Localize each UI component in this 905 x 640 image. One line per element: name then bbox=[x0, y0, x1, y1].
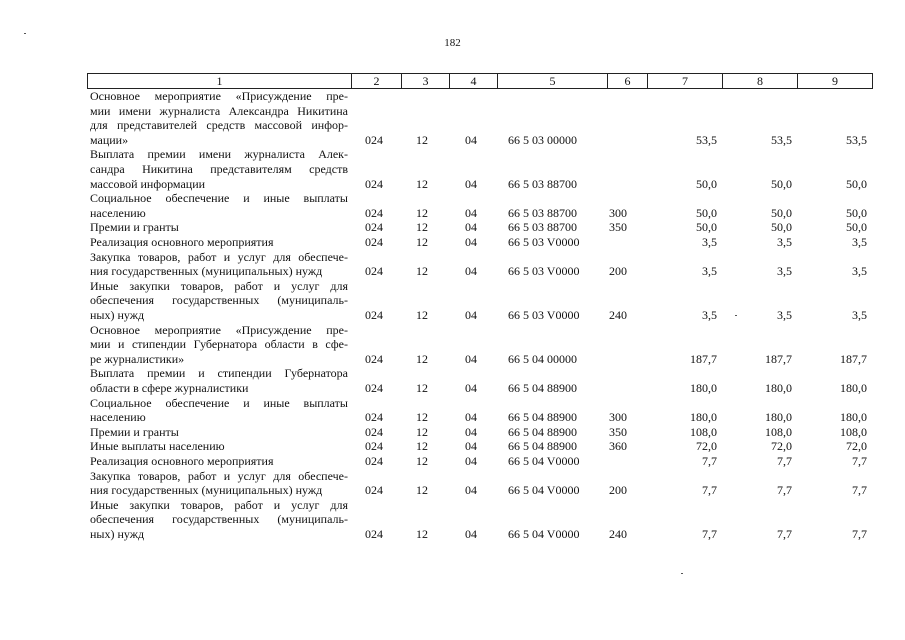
cell-col-2: 024 bbox=[365, 439, 383, 454]
row-description bbox=[90, 439, 348, 454]
table-header bbox=[87, 73, 873, 89]
row-description-line: обеспечения государственных (муниципаль- bbox=[90, 512, 348, 527]
cell-col-7: 3,5 bbox=[702, 308, 717, 322]
cell-col-8: 7,7 bbox=[777, 527, 792, 541]
cell-col-5: 66 5 03 V0000 bbox=[508, 264, 580, 279]
cell-col-8: 3,5 bbox=[777, 264, 792, 279]
row-description-line: Закупка товаров, работ и услуг для обеспече- bbox=[90, 249, 348, 264]
cell-col-9: 7,7 bbox=[852, 527, 867, 541]
cell-col-6: 360 bbox=[609, 439, 627, 454]
table-row bbox=[0, 250, 905, 279]
cell-col-4: 04 bbox=[465, 264, 477, 279]
header-col-4: 4 bbox=[449, 74, 497, 88]
cell-col-2: 024 bbox=[365, 264, 383, 279]
cell-col-7: 180,0 bbox=[690, 380, 717, 395]
cell-col-9: 50,0 bbox=[846, 176, 867, 191]
cell-col-2: 024 bbox=[365, 410, 383, 425]
row-description-line: Иные закупки товаров, работ и услуг для bbox=[90, 278, 348, 293]
cell-col-9: 7,7 bbox=[852, 454, 867, 468]
cell-col-2: 024 bbox=[365, 308, 383, 322]
row-description-line: области в сфере журналистики bbox=[90, 380, 249, 395]
header-col-6: 6 bbox=[607, 74, 647, 88]
row-description bbox=[90, 366, 348, 395]
cell-col-9: 7,7 bbox=[852, 483, 867, 498]
cell-col-7: 50,0 bbox=[696, 176, 717, 191]
row-description-line: Основное мероприятие «Присуждение пре- bbox=[90, 322, 348, 337]
row-description-line: Закупка товаров, работ и услуг для обеспече- bbox=[90, 468, 348, 483]
cell-col-3: 12 bbox=[416, 410, 428, 425]
row-description-line: ре журналистики» bbox=[90, 351, 185, 366]
row-description bbox=[90, 89, 348, 147]
row-description-line: Социальное обеспечение и иные выплаты bbox=[90, 191, 348, 206]
cell-col-2: 024 bbox=[365, 424, 383, 439]
cell-col-9: 3,5 bbox=[852, 264, 867, 279]
row-description-line: Иные закупки товаров, работ и услуг для bbox=[90, 497, 348, 512]
row-description bbox=[90, 396, 348, 425]
table-row bbox=[0, 235, 905, 250]
cell-col-9: 50,0 bbox=[846, 220, 867, 235]
row-description-line: Основное мероприятие «Присуждение пре- bbox=[90, 89, 348, 103]
table-row bbox=[0, 498, 905, 542]
cell-col-4: 04 bbox=[465, 410, 477, 425]
cell-col-4: 04 bbox=[465, 176, 477, 191]
row-description-line: Реализация основного мероприятия bbox=[90, 235, 274, 249]
cell-col-4: 04 bbox=[465, 351, 477, 366]
row-description-line: для представителей средств массовой инфор- bbox=[90, 118, 348, 133]
row-description bbox=[90, 425, 348, 440]
row-description-line: обеспечения государственных (муниципаль- bbox=[90, 293, 348, 308]
table-row bbox=[0, 89, 905, 147]
cell-col-3: 12 bbox=[416, 380, 428, 395]
cell-col-9: 3,5 bbox=[852, 308, 867, 322]
cell-col-3: 12 bbox=[416, 235, 428, 249]
row-description bbox=[90, 235, 348, 250]
header-col-1: 1 bbox=[216, 74, 223, 88]
cell-col-2: 024 bbox=[365, 235, 383, 249]
cell-col-7: 108,0 bbox=[690, 424, 717, 439]
cell-col-4: 04 bbox=[465, 220, 477, 235]
table-row bbox=[0, 323, 905, 367]
cell-col-6: 300 bbox=[609, 205, 627, 220]
cell-col-2: 024 bbox=[365, 351, 383, 366]
cell-col-8: 7,7 bbox=[777, 483, 792, 498]
cell-col-9: 108,0 bbox=[840, 424, 867, 439]
cell-col-7: 50,0 bbox=[696, 205, 717, 220]
table-row bbox=[0, 147, 905, 191]
row-description-line: ния государственных (муниципальных) нужд bbox=[90, 483, 323, 498]
cell-col-5: 66 5 03 88700 bbox=[508, 176, 577, 191]
cell-col-9: 187,7 bbox=[840, 351, 867, 366]
row-description bbox=[90, 498, 348, 542]
cell-col-8: 50,0 bbox=[771, 220, 792, 235]
cell-col-8: 50,0 bbox=[771, 205, 792, 220]
cell-col-3: 12 bbox=[416, 220, 428, 235]
header-col-7: 7 bbox=[647, 74, 722, 88]
cell-col-7: 7,7 bbox=[702, 454, 717, 468]
cell-col-7: 53,5 bbox=[696, 132, 717, 147]
cell-col-7: 3,5 bbox=[702, 264, 717, 279]
table-row bbox=[0, 439, 905, 454]
cell-col-4: 04 bbox=[465, 235, 477, 249]
cell-col-5: 66 5 03 V0000 bbox=[508, 235, 580, 249]
cell-col-3: 12 bbox=[416, 132, 428, 147]
row-description-line: Выплата премии имени журналиста Алек- bbox=[90, 147, 348, 162]
cell-col-2: 024 bbox=[365, 483, 383, 498]
cell-col-7: 7,7 bbox=[702, 527, 717, 541]
cell-col-2: 024 bbox=[365, 176, 383, 191]
cell-col-5: 66 5 04 V0000 bbox=[508, 483, 580, 498]
cell-col-8: 7,7 bbox=[777, 454, 792, 468]
header-col-5: 5 bbox=[497, 74, 607, 88]
cell-col-7: 3,5 bbox=[702, 235, 717, 249]
row-description-line: массовой информации bbox=[90, 176, 206, 191]
cell-col-3: 12 bbox=[416, 439, 428, 454]
page-number: 182 bbox=[444, 37, 461, 49]
cell-col-3: 12 bbox=[416, 205, 428, 220]
cell-col-8: 3,5 bbox=[777, 308, 792, 322]
row-description-line: мии имени журналиста Александра Никитина bbox=[90, 103, 348, 118]
cell-col-2: 024 bbox=[365, 380, 383, 395]
table-row bbox=[0, 279, 905, 323]
cell-col-3: 12 bbox=[416, 527, 428, 541]
cell-col-3: 12 bbox=[416, 483, 428, 498]
cell-col-4: 04 bbox=[465, 424, 477, 439]
cell-col-5: 66 5 03 V0000 bbox=[508, 308, 580, 322]
cell-col-5: 66 5 04 V0000 bbox=[508, 454, 580, 468]
cell-col-2: 024 bbox=[365, 527, 383, 541]
cell-col-6: 200 bbox=[609, 264, 627, 279]
row-description bbox=[90, 454, 348, 469]
cell-col-3: 12 bbox=[416, 454, 428, 468]
cell-col-2: 024 bbox=[365, 220, 383, 235]
row-description-line: Социальное обеспечение и иные выплаты bbox=[90, 395, 348, 410]
cell-col-8: 72,0 bbox=[771, 439, 792, 454]
row-description-line: ния государственных (муниципальных) нужд bbox=[90, 264, 323, 279]
cell-col-6: 240 bbox=[609, 308, 627, 322]
cell-col-2: 024 bbox=[365, 454, 383, 468]
cell-col-7: 72,0 bbox=[696, 439, 717, 454]
cell-col-3: 12 bbox=[416, 424, 428, 439]
cell-col-5: 66 5 04 88900 bbox=[508, 439, 577, 454]
row-description-line: мации» bbox=[90, 132, 129, 147]
scan-speck bbox=[681, 573, 683, 574]
cell-col-6: 350 bbox=[609, 220, 627, 235]
cell-col-9: 180,0 bbox=[840, 410, 867, 425]
cell-col-4: 04 bbox=[465, 439, 477, 454]
cell-col-6: 350 bbox=[609, 424, 627, 439]
cell-col-9: 50,0 bbox=[846, 205, 867, 220]
table-row bbox=[0, 191, 905, 220]
row-description bbox=[90, 147, 348, 191]
row-description-line: Премии и гранты bbox=[90, 424, 179, 439]
scan-speck bbox=[735, 315, 737, 316]
cell-col-6: 300 bbox=[609, 410, 627, 425]
table-row bbox=[0, 469, 905, 498]
cell-col-8: 180,0 bbox=[765, 410, 792, 425]
cell-col-5: 66 5 04 00000 bbox=[508, 351, 577, 366]
cell-col-8: 108,0 bbox=[765, 424, 792, 439]
cell-col-4: 04 bbox=[465, 527, 477, 541]
cell-col-7: 180,0 bbox=[690, 410, 717, 425]
table-row bbox=[0, 396, 905, 425]
cell-col-5: 66 5 03 88700 bbox=[508, 205, 577, 220]
cell-col-3: 12 bbox=[416, 351, 428, 366]
row-description bbox=[90, 469, 348, 498]
cell-col-8: 3,5 bbox=[777, 235, 792, 249]
cell-col-8: 187,7 bbox=[765, 351, 792, 366]
cell-col-3: 12 bbox=[416, 308, 428, 322]
cell-col-4: 04 bbox=[465, 483, 477, 498]
row-description-line: населению bbox=[90, 410, 146, 425]
cell-col-7: 7,7 bbox=[702, 483, 717, 498]
header-col-2: 2 bbox=[351, 74, 401, 88]
row-description bbox=[90, 220, 348, 235]
row-description bbox=[90, 279, 348, 323]
cell-col-4: 04 bbox=[465, 132, 477, 147]
row-description-line: Реализация основного мероприятия bbox=[90, 454, 274, 468]
row-description-line: мии и стипендии Губернатора области в сфе- bbox=[90, 337, 348, 352]
row-description-line: населению bbox=[90, 205, 146, 220]
cell-col-3: 12 bbox=[416, 264, 428, 279]
row-description-line: Иные выплаты населению bbox=[90, 439, 225, 454]
cell-col-2: 024 bbox=[365, 132, 383, 147]
row-description bbox=[90, 191, 348, 220]
cell-col-4: 04 bbox=[465, 454, 477, 468]
scan-speck bbox=[24, 33, 26, 34]
cell-col-4: 04 bbox=[465, 380, 477, 395]
cell-col-7: 187,7 bbox=[690, 351, 717, 366]
cell-col-6: 240 bbox=[609, 527, 627, 541]
table-row bbox=[0, 425, 905, 440]
cell-col-5: 66 5 03 88700 bbox=[508, 220, 577, 235]
cell-col-8: 180,0 bbox=[765, 380, 792, 395]
row-description-line: сандра Никитина представителям средств bbox=[90, 161, 348, 176]
row-description-line: ных) нужд bbox=[90, 526, 145, 541]
cell-col-8: 50,0 bbox=[771, 176, 792, 191]
header-col-3: 3 bbox=[401, 74, 449, 88]
cell-col-6: 200 bbox=[609, 483, 627, 498]
table-row bbox=[0, 220, 905, 235]
cell-col-5: 66 5 03 00000 bbox=[508, 132, 577, 147]
cell-col-7: 50,0 bbox=[696, 220, 717, 235]
cell-col-4: 04 bbox=[465, 308, 477, 322]
cell-col-5: 66 5 04 88900 bbox=[508, 410, 577, 425]
cell-col-3: 12 bbox=[416, 176, 428, 191]
row-description-line: Премии и гранты bbox=[90, 220, 179, 235]
cell-col-9: 180,0 bbox=[840, 380, 867, 395]
cell-col-4: 04 bbox=[465, 205, 477, 220]
cell-col-5: 66 5 04 88900 bbox=[508, 380, 577, 395]
cell-col-9: 3,5 bbox=[852, 235, 867, 249]
cell-col-9: 72,0 bbox=[846, 439, 867, 454]
cell-col-5: 66 5 04 88900 bbox=[508, 424, 577, 439]
cell-col-5: 66 5 04 V0000 bbox=[508, 527, 580, 541]
cell-col-2: 024 bbox=[365, 205, 383, 220]
row-description-line: Выплата премии и стипендии Губернатора bbox=[90, 366, 348, 381]
cell-col-9: 53,5 bbox=[846, 132, 867, 147]
table-row bbox=[0, 366, 905, 395]
header-col-9: 9 bbox=[797, 74, 872, 88]
row-description-line: ных) нужд bbox=[90, 307, 145, 322]
row-description bbox=[90, 323, 348, 367]
header-col-8: 8 bbox=[722, 74, 797, 88]
cell-col-8: 53,5 bbox=[771, 132, 792, 147]
row-description bbox=[90, 250, 348, 279]
table-row bbox=[0, 454, 905, 469]
